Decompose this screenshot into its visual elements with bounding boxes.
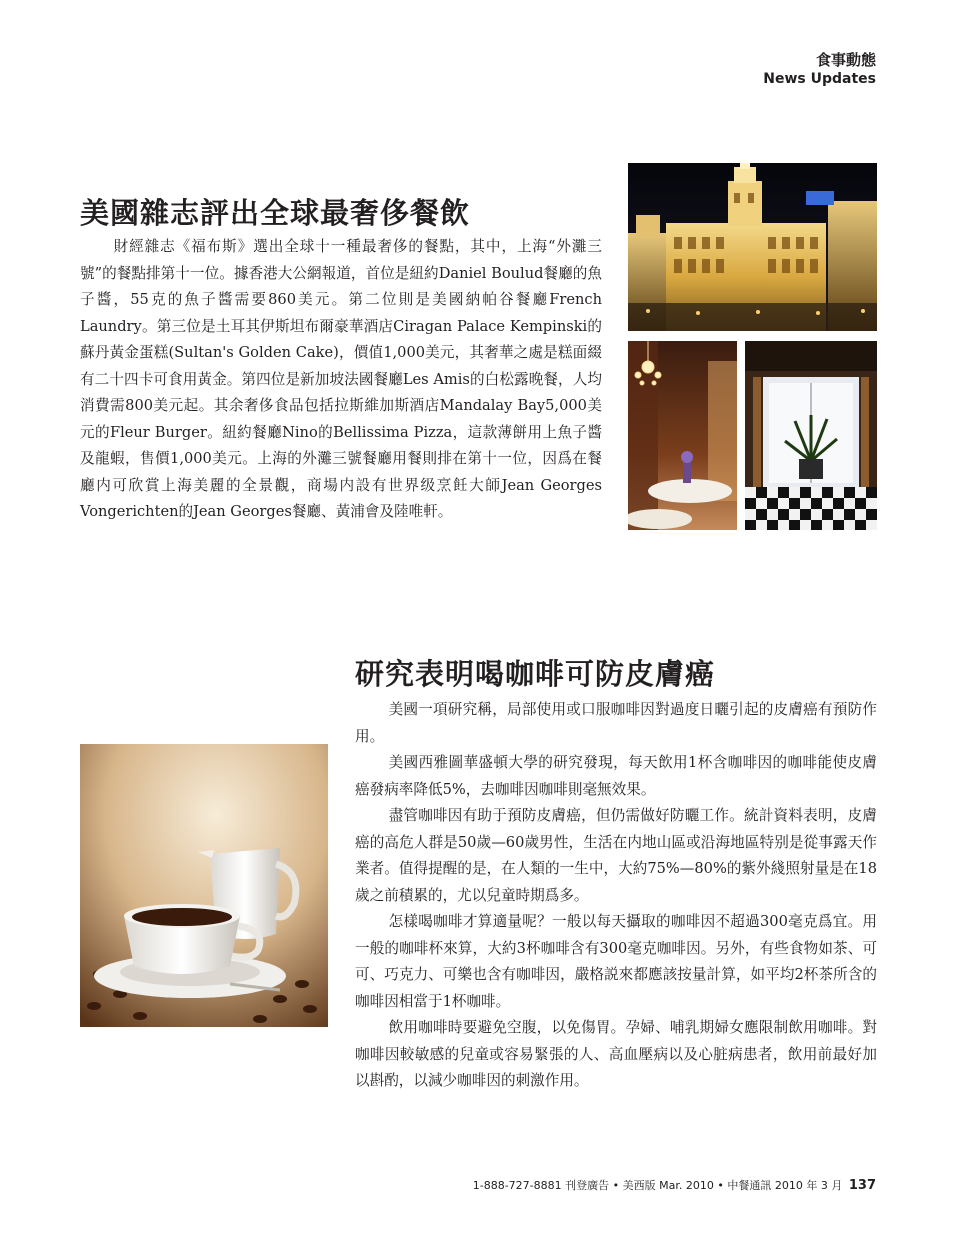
article2-paragraph: 美國西雅圖華盛頓大學的研究發現，每天飲用1杯含咖啡因的咖啡能使皮膚癌發病率降低5%，去咖啡因咖啡則毫無效果。 (355, 754, 877, 798)
article2-paragraph: 怎樣喝咖啡才算適量呢？一般以每天攝取的咖啡因不超過300毫克爲宜。用一般的咖啡杯來算，大約3杯咖啡含有300毫克咖啡因。另外，有些食物如茶、可可、巧克力、可樂也含有咖啡因，嚴格説來都應該按量計算，如平均2杯茶所含的咖啡因相當于1杯咖啡。 (355, 913, 877, 1010)
bund-night-photo (628, 163, 877, 331)
page-number: 137 (848, 1178, 876, 1193)
article1-title: 美國雜志評出全球最奢侈餐飲 (80, 196, 471, 230)
article2-title: 研究表明喝咖啡可防皮膚癌 (355, 657, 716, 691)
article2-paragraph: 飲用咖啡時要避免空腹，以免傷胃。孕婦、哺乳期婦女應限制飲用咖啡。對咖啡因較敏感的兒童或容易緊張的人、高血壓病以及心脏病患者，飲用前最好加以斟酌，以減少咖啡因的刺激作用。 (355, 1019, 877, 1089)
section-label (763, 50, 876, 88)
article2-body (355, 697, 877, 1095)
footer-phone: 1-888-727-8881 (472, 1179, 562, 1192)
footer-separator: • (717, 1179, 724, 1192)
article1-body (80, 234, 602, 526)
footer-magazine-name: 中餐通訊 (727, 1179, 772, 1192)
article2-paragraph: 美國一項研究稱，局部使用或口服咖啡因對過度日曬引起的皮膚癌有預防作用。 (355, 701, 877, 745)
article2-paragraph: 盡管咖啡因有助于預防皮膚癌，但仍需做好防曬工作。統計資料表明，皮膚癌的高危人群是50歲—60歲男性，生活在内地山區或沿海地區特别是從事露天作業者。值得提醒的是，在人類的一生中，大約75%—80%的紫外綫照射量是在18歲之前積累的，尤以兒童時期爲多。 (355, 807, 877, 904)
footer-date-zh: 2010 年 3 月 (774, 1179, 843, 1192)
footer-ad-label: 刊登廣告 • 美西版 (565, 1179, 656, 1192)
lobby-photo (745, 341, 877, 530)
coffee-cup-photo (80, 744, 328, 1027)
restaurant-interior-photo (628, 341, 737, 530)
footer-date-en: Mar. 2010 (659, 1179, 714, 1192)
section-title-zh: 食事動態 (815, 51, 876, 69)
section-title-en: News Updates (763, 71, 876, 87)
page-footer (473, 1178, 876, 1194)
article1-paragraph: 財經雜志《福布斯》選出全球十一種最奢侈的餐點，其中，上海“外灘三號”的餐點排第十一位。據香港大公網報道，首位是紐約Daniel Boulud餐廳的魚子醬，55克的魚子醬需要860美元。第二位則是美國納帕谷餐廳French Laundry。第三位是土耳其伊斯坦布爾豪華酒店Ciragan Palace Kempinski的蘇丹黃金蛋糕(Sultan's Golden Cake)，價值1,000美元，其奢華之處是糕面綴有二十四卡可食用黃金。第四位是新加坡法國餐廳Les Amis的白松露晚餐，人均消費需800美元起。其余奢侈食品包括拉斯維加斯酒店Mandalay Bay5,000美元的Fleur Burger。紐約餐廳Nino的Bellissima Pizza，這款薄餅用上魚子醬及龍蝦，售價1,000美元。上海的外灘三號餐廳用餐則排在第十一位，因爲在餐廳内可欣賞上海美麗的全景觀，商場内設有世界级烹飪大師Jean Georges Vongerichten的Jean Georges餐廳、黃浦會及陸唯軒。 (80, 238, 602, 520)
